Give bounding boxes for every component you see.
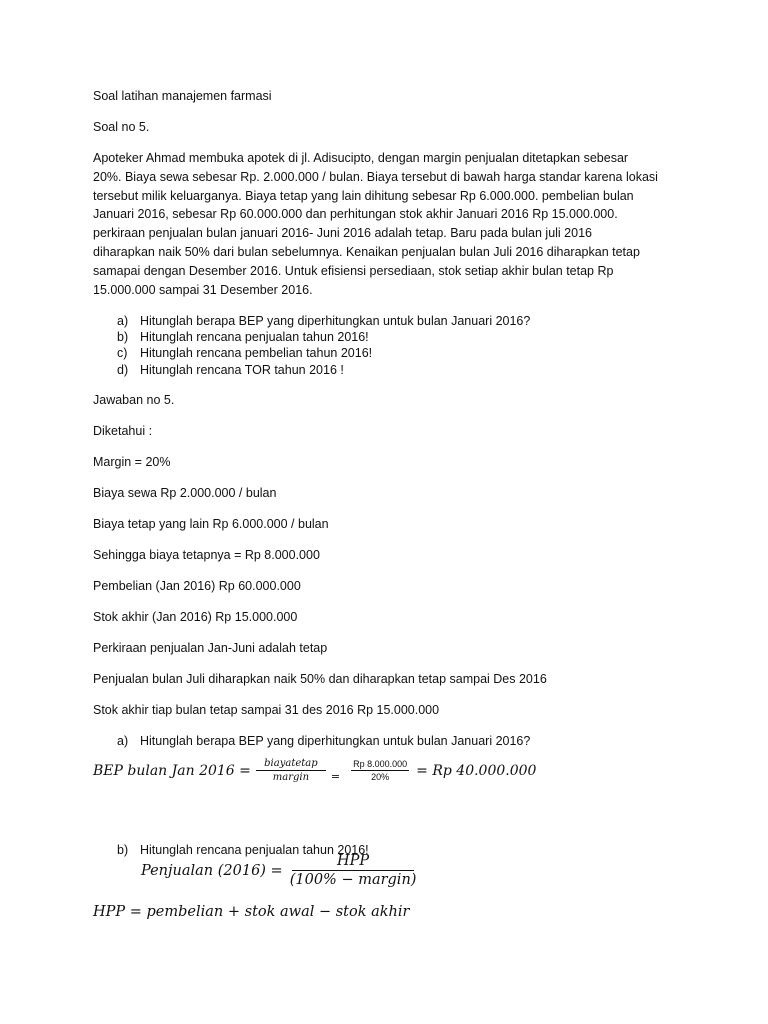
fact-line: Perkiraan penjualan Jan-Juni adalah tetap [93,641,328,655]
list-item [117,313,530,329]
fraction-denominator: 20% [371,772,390,782]
paragraph-line: Januari 2016, sebesar Rp 60.000.000 dan perhitungan stok akhir Januari 2016 Rp 15.000.000. [93,207,618,222]
fact-line: Pembelian (Jan 2016) Rp 60.000.000 [93,579,301,593]
answer-heading: Jawaban no 5. [93,393,175,407]
answer-b-text: Hitunglah rencana penjualan tahun 2016! [140,843,369,857]
answer-a-text: Hitunglah berapa BEP yang diperhitungkan untuk bulan Januari 2016? [140,734,531,748]
fraction-denominator: (100% − margin) [289,872,417,888]
list-item [117,362,530,378]
sales-fraction [288,853,419,888]
list-marker: b) [117,843,129,857]
fraction-numerator: biayatetap [256,758,326,771]
known-heading: Diketahui : [93,424,153,438]
paragraph-line: 20%. Biaya sewa sebesar Rp. 2.000.000 / bulan. Biaya tersebut di bawah harga standar karena lokasi [93,169,658,184]
answer-a-heading [117,734,530,749]
question-text: Hitunglah rencana TOR tahun 2016 ! [140,362,344,377]
fact-line: Margin = 20% [93,455,171,469]
fraction-denominator: margin [272,772,310,783]
bep-formula [93,758,536,783]
question-text: Hitunglah rencana penjualan tahun 2016! [140,330,369,345]
fact-line: Stok akhir (Jan 2016) Rp 15.000.000 [93,610,298,624]
question-text: Hitunglah berapa BEP yang diperhitungkan untuk bulan Januari 2016? [140,314,531,328]
paragraph-line: diharapkan naik 50% dari bulan sebelumnya. Kenaikan penjualan bulan Juli 2016 diharapkan tetap [93,244,640,259]
question-number: Soal no 5. [93,120,150,134]
bep-fraction-numeric [351,759,409,782]
paragraph-line: 15.000.000 sampai 31 Desember 2016. [93,282,313,297]
fact-line: Biaya tetap yang lain Rp 6.000.000 / bulan [93,517,329,531]
list-marker: a) [117,314,129,328]
question-text: Hitunglah rencana pembelian tahun 2016! [140,346,373,361]
list-item [117,345,530,361]
bep-fraction-symbolic [256,758,326,783]
fraction-numerator: Rp 8.000.000 [353,759,408,769]
bep-lhs: BEP bulan Jan 2016 = [93,762,251,779]
list-item [117,329,530,345]
doc-title: Soal latihan manajemen farmasi [93,89,272,103]
equals-sign: = [330,770,341,783]
paragraph-line: samapai dengan Desember 2016. Untuk efisiensi persediaan, stok setiap akhir bulan tetap Rp [93,263,614,278]
fraction-numerator: HPP [292,853,414,871]
list-marker: b) [117,330,129,345]
question-list [117,313,530,378]
sales-lhs: Penjualan (2016) = [141,862,283,879]
list-marker: c) [117,346,128,361]
bep-result: = Rp 40.000.000 [416,762,537,779]
fact-line: Penjualan bulan Juli diharapkan naik 50% dan diharapkan tetap sampai Des 2016 [93,672,547,686]
problem-paragraph [93,149,683,299]
paragraph-line: tersebut milik keluarganya. Biaya tetap yang lain dihitung sebesar Rp 6.000.000. pembelian bulan [93,188,634,203]
fact-line: Sehingga biaya tetapnya = Rp 8.000.000 [93,548,320,562]
fact-line: Biaya sewa Rp 2.000.000 / bulan [93,486,277,500]
sales-formula [141,853,423,888]
hpp-formula: HPP = pembelian + stok awal − stok akhir [93,904,410,920]
list-marker: a) [117,734,129,748]
list-marker: d) [117,362,129,377]
paragraph-line: Apoteker Ahmad membuka apotek di jl. Adisucipto, dengan margin penjualan ditetapkan sebesar [93,151,629,165]
paragraph-line: perkiraan penjualan bulan januari 2016- Juni 2016 adalah tetap. Baru pada bulan juli 2016 [93,226,592,241]
fact-line: Stok akhir tiap bulan tetap sampai 31 des 2016 Rp 15.000.000 [93,703,440,717]
